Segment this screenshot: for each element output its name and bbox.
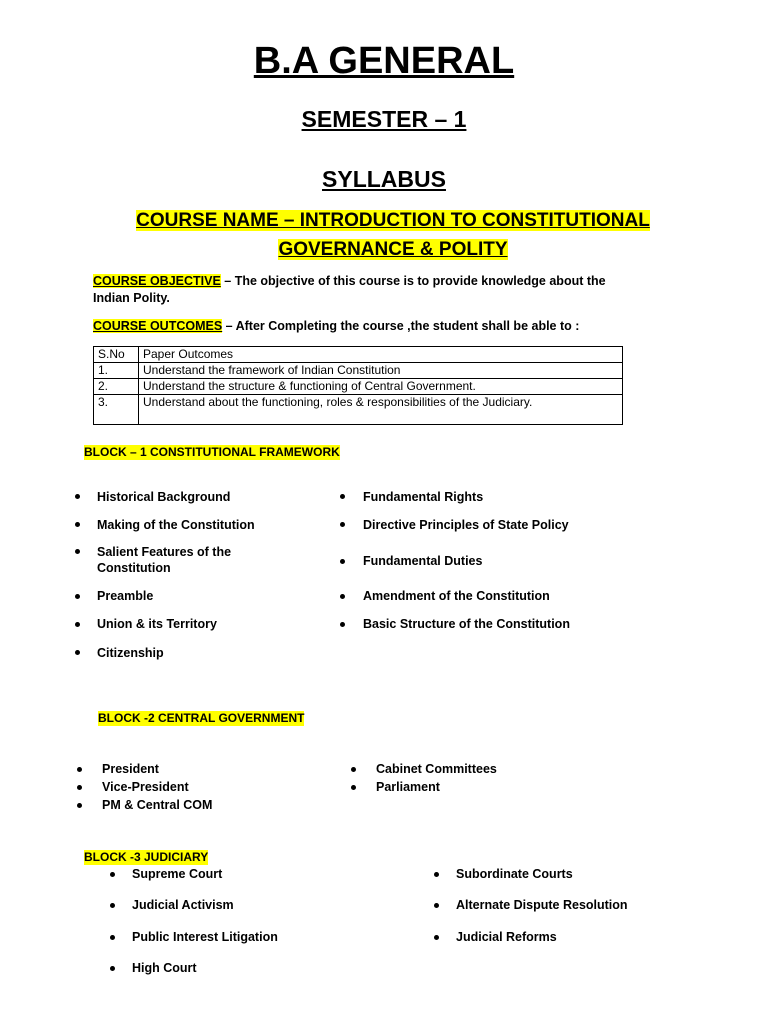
- list-item: President: [102, 762, 159, 776]
- bullet-icon: [110, 872, 115, 877]
- table-header-cell: S.No: [94, 347, 139, 363]
- list-item: Historical Background: [97, 490, 231, 504]
- table-cell: Understand the framework of Indian Constitution: [139, 363, 623, 379]
- list-item: Supreme Court: [132, 867, 223, 881]
- bullet-icon: [77, 785, 82, 790]
- list-item: Preamble: [97, 589, 154, 603]
- bullet-icon: [110, 903, 115, 908]
- table-cell: Understand the structure & functioning of Central Government.: [139, 379, 623, 395]
- bullet-icon: [110, 966, 115, 971]
- table-cell: 2.: [94, 379, 139, 395]
- bullet-icon: [75, 549, 80, 554]
- list-item: Salient Features of the Constitution: [97, 545, 232, 575]
- list-item: Directive Principles of State Policy: [363, 518, 569, 532]
- list-item: Vice-President: [102, 780, 189, 794]
- course-outcomes-label: COURSE OUTCOMES: [93, 319, 223, 333]
- table-row: [94, 395, 623, 425]
- bullet-icon: [77, 767, 82, 772]
- block-1-heading: BLOCK – 1 CONSTITUTIONAL FRAMEWORK: [84, 445, 340, 459]
- bullet-icon: [434, 872, 439, 877]
- bullet-icon: [110, 935, 115, 940]
- course-outcomes: [93, 318, 633, 335]
- course-name-heading: [80, 206, 706, 264]
- list-item: Parliament: [376, 780, 440, 794]
- table-cell: Understand about the functioning, roles & responsibilities of the Judiciary.: [139, 395, 623, 425]
- list-item: High Court: [132, 961, 197, 975]
- bullet-icon: [75, 622, 80, 627]
- table-header-row: [94, 347, 623, 363]
- table-cell: 1.: [94, 363, 139, 379]
- list-item: Fundamental Rights: [363, 490, 484, 504]
- course-objective-text: – The objective of this course is to provide knowledge about the Indian Polity.: [93, 274, 606, 305]
- document-title: B.A GENERAL: [253, 40, 515, 82]
- list-item: Cabinet Committees: [376, 762, 497, 776]
- list-item: Union & its Territory: [97, 617, 217, 631]
- list-item: Judicial Reforms: [456, 930, 557, 944]
- block-2-heading: BLOCK -2 CENTRAL GOVERNMENT: [98, 711, 305, 725]
- list-item: Fundamental Duties: [363, 554, 483, 568]
- outcomes-table: [93, 346, 623, 425]
- list-item: Citizenship: [97, 646, 164, 660]
- list-item: Making of the Constitution: [97, 518, 255, 532]
- syllabus-heading: SYLLABUS: [322, 166, 446, 192]
- bullet-icon: [75, 494, 80, 499]
- bullet-icon: [434, 903, 439, 908]
- table-row: [94, 363, 623, 379]
- list-item: Amendment of the Constitution: [363, 589, 550, 603]
- bullet-icon: [75, 522, 80, 527]
- table-cell: 3.: [94, 395, 139, 425]
- bullet-icon: [340, 494, 345, 499]
- bullet-icon: [75, 594, 80, 599]
- bullet-icon: [77, 803, 82, 808]
- bullet-icon: [340, 594, 345, 599]
- list-item: PM & Central COM: [102, 798, 213, 812]
- list-item: Public Interest Litigation: [132, 930, 278, 944]
- bullet-icon: [351, 767, 356, 772]
- semester-heading: SEMESTER – 1: [301, 106, 467, 132]
- list-item: Basic Structure of the Constitution: [363, 617, 570, 631]
- course-objective-label: COURSE OBJECTIVE: [93, 274, 221, 288]
- block-3-heading: BLOCK -3 JUDICIARY: [84, 850, 209, 864]
- course-outcomes-text: – After Completing the course ,the student shall be able to :: [222, 319, 580, 333]
- table-row: [94, 379, 623, 395]
- bullet-icon: [340, 622, 345, 627]
- bullet-icon: [434, 935, 439, 940]
- bullet-icon: [340, 559, 345, 564]
- list-item: Subordinate Courts: [456, 867, 573, 881]
- course-name-line-2: GOVERNANCE & POLITY: [278, 239, 508, 260]
- list-item: Alternate Dispute Resolution: [456, 898, 628, 912]
- bullet-icon: [75, 650, 80, 655]
- bullet-icon: [340, 522, 345, 527]
- table-header-cell: Paper Outcomes: [139, 347, 623, 363]
- bullet-icon: [351, 785, 356, 790]
- course-name-line-1: COURSE NAME – INTRODUCTION TO CONSTITUTIONAL: [136, 210, 650, 231]
- list-item: Judicial Activism: [132, 898, 234, 912]
- course-objective: [93, 273, 633, 307]
